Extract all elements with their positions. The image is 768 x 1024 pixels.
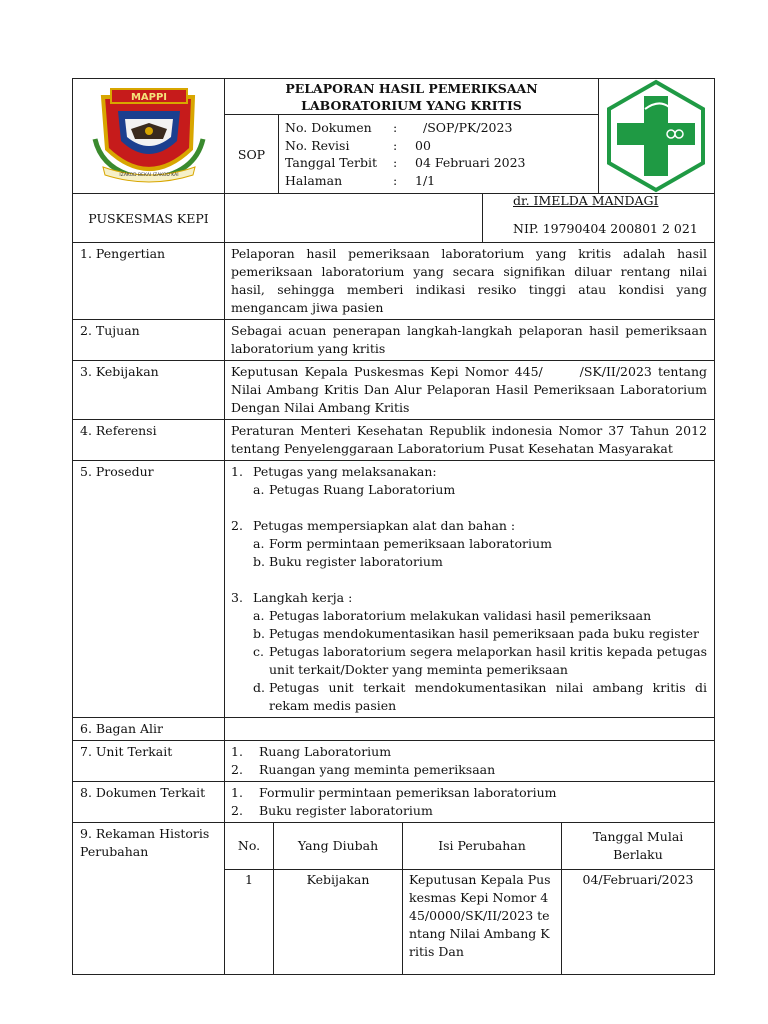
section-label: 7. Unit Terkait bbox=[73, 741, 225, 781]
procedure-substep: b. Petugas mendokumentasikan hasil pemeriksaan pada buku register bbox=[253, 626, 699, 641]
procedure-substep: c. Petugas laboratorium segera melaporkan hasil kritis kepada petugas unit terkait/Dokter yang meminta pemeriksaan bbox=[253, 644, 707, 677]
procedure-substep: b. Buku register laboratorium bbox=[253, 554, 443, 569]
procedure-substep: a. Form permintaan pemeriksaan laboratorium bbox=[253, 536, 552, 551]
section-label: 1. Pengertian bbox=[73, 243, 225, 319]
puskesmas-cross-logo bbox=[599, 79, 714, 194]
section-label: 2. Tujuan bbox=[73, 320, 225, 360]
section-tujuan bbox=[73, 320, 714, 361]
section-label: 5. Prosedur bbox=[73, 461, 225, 717]
procedure-substep: a. Petugas Ruang Laboratorium bbox=[253, 482, 456, 497]
document-title: PELAPORAN HASIL PEMERIKSAAN LABORATORIUM YANG KRITIS bbox=[225, 79, 598, 115]
meta-row: No. Revisi : 00 bbox=[285, 137, 431, 153]
history-cell-yang-diubah: Kebijakan bbox=[274, 870, 403, 974]
history-table bbox=[225, 823, 714, 974]
procedure-steps bbox=[225, 461, 714, 717]
history-cell-isi-perubahan: Keputusan Kepala Puskesmas Kepi Nomor 445/0000/SK/II/2023 tentang Nilai Ambang Kritis Dan bbox=[403, 870, 562, 974]
signer-block bbox=[483, 194, 714, 243]
mappi-regency-emblem bbox=[73, 79, 225, 194]
meta-row: Halaman : 1/1 bbox=[285, 172, 436, 188]
section-rekaman-historis bbox=[73, 823, 714, 974]
section-label: 6. Bagan Alir bbox=[73, 718, 225, 740]
list-item: 2. Buku register laboratorium bbox=[231, 803, 433, 818]
title-cell bbox=[225, 79, 599, 194]
signer-nip: NIP. 19790404 200801 2 021 bbox=[513, 221, 698, 236]
signature-blank bbox=[225, 194, 483, 243]
list-item: 1. Ruang Laboratorium bbox=[231, 744, 392, 759]
section-prosedur bbox=[73, 461, 714, 718]
logo-motto-text: IZAKOD BEKAI IZAKOD KAI bbox=[119, 173, 179, 178]
history-header-yang-diubah: Yang Diubah bbox=[274, 823, 403, 870]
signer-name: dr. IMELDA MANDAGI bbox=[513, 193, 659, 208]
section-bagan-alir bbox=[73, 718, 714, 741]
section-text: Sebagai acuan penerapan langkah-langkah pelaporan hasil pemeriksaan laboratorium yang kritis bbox=[231, 323, 707, 356]
list-item: 1. Formulir permintaan pemeriksan laboratorium bbox=[231, 785, 557, 800]
history-header-tanggal: Tanggal Mulai Berlaku bbox=[562, 823, 714, 870]
section-label: 8. Dokumen Terkait bbox=[73, 782, 225, 822]
section-text: Peraturan Menteri Kesehatan Republik indonesia Nomor 37 Tahun 2012 tentang Penyelenggaraan Laboratorium Pusat Kesehatan Masyarakat bbox=[231, 423, 707, 456]
section-referensi bbox=[73, 420, 714, 461]
regency-logo-cell bbox=[73, 79, 225, 194]
procedure-step: 3. Langkah kerja : bbox=[231, 590, 353, 605]
section-text: Pelaporan hasil pemeriksaan laboratorium yang kritis adalah hasil pemeriksaan laboratorium yang secara signifikan diluar rentang nilai hasil, sehingga memberi indikasi resiko tinggi atau kondisi yang mengancam jiwa pasien bbox=[231, 246, 707, 315]
procedure-step: 2. Petugas mempersiapkan alat dan bahan : bbox=[231, 518, 516, 533]
procedure-substep: d. Petugas unit terkait mendokumentasikan nilai ambang kritis di rekam medis pasien bbox=[253, 680, 707, 713]
puskesmas-row bbox=[73, 194, 714, 243]
section-unit-terkait bbox=[73, 741, 714, 782]
section-pengertian bbox=[73, 243, 714, 320]
puskesmas-name: PUSKESMAS KEPI bbox=[73, 194, 225, 243]
puskesmas-logo-cell bbox=[599, 79, 714, 194]
history-cell-no: 1 bbox=[225, 870, 274, 974]
section-text: Keputusan Kepala Puskesmas Kepi Nomor 445/ /SK/II/2023 tentang Nilai Ambang Kritis Dan Alur Pelaporan Hasil Pemeriksaan Laboratorium Dengan Nilai Ambang Kritis bbox=[231, 364, 711, 415]
document-meta bbox=[285, 119, 526, 189]
section-label: 3. Kebijakan bbox=[73, 361, 225, 419]
list-item: 2. Ruangan yang meminta pemeriksaan bbox=[231, 762, 496, 777]
section-kebijakan bbox=[73, 361, 714, 420]
sop-label: SOP bbox=[225, 115, 279, 194]
document-header bbox=[73, 79, 714, 194]
sop-document bbox=[72, 78, 715, 975]
procedure-substep: a. Petugas laboratorium melakukan validasi hasil pemeriksaan bbox=[253, 608, 652, 623]
section-dokumen-terkait bbox=[73, 782, 714, 823]
history-header-isi-perubahan: Isi Perubahan bbox=[403, 823, 562, 870]
meta-row: No. Dokumen : /SOP/PK/2023 bbox=[285, 120, 513, 135]
procedure-step: 1. Petugas yang melaksanakan: bbox=[231, 464, 437, 479]
section-label: 4. Referensi bbox=[73, 420, 225, 460]
svg-text:MAPPI: MAPPI bbox=[130, 92, 168, 103]
history-header-no: No. bbox=[225, 823, 274, 870]
section-label: 9. Rekaman Historis Perubahan bbox=[73, 823, 225, 974]
meta-row: Tanggal Terbit : 04 Februari 2023 bbox=[285, 155, 526, 170]
history-cell-tanggal: 04/Februari/2023 bbox=[582, 872, 694, 887]
